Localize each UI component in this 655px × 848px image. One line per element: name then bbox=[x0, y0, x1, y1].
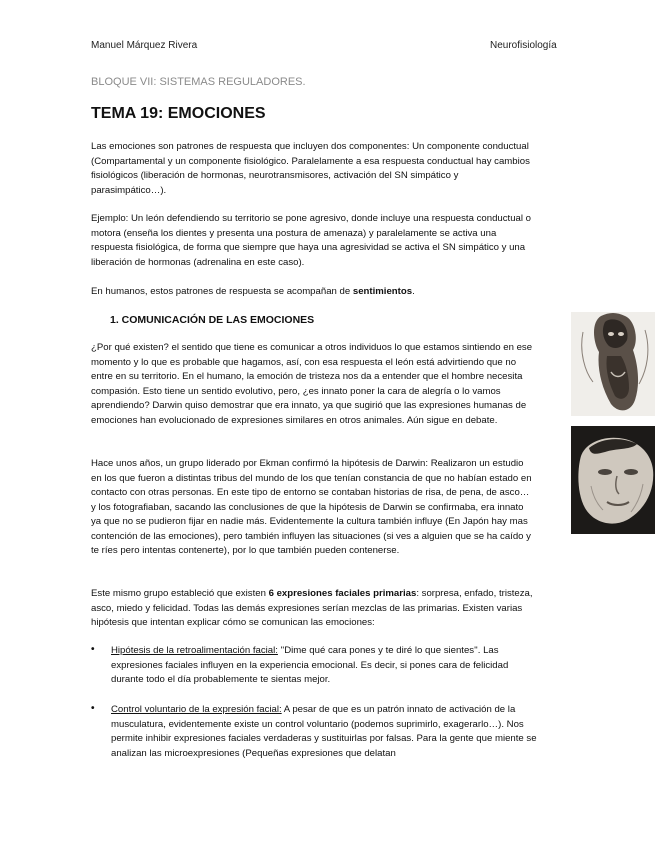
bullet-item bbox=[91, 703, 541, 763]
paragraph-example: Ejemplo: Un león defendiendo su territorio se pone agresivo, donde incluye una respuesta conductual o motora (enseña los dientes y presenta una postura de amenaza) y paralelamente se activa una respuesta fisiológica, de forma que siempre que haya una agresividad se activa el SN simpático y una liberación de hormonas (adrenalina en este caso). bbox=[91, 213, 532, 268]
page-title: TEMA 19: EMOCIONES bbox=[91, 105, 266, 122]
bullet-marker: • bbox=[91, 703, 95, 714]
section-heading: 1. COMUNICACIÓN DE LAS EMOCIONES bbox=[110, 314, 315, 326]
bullet-item bbox=[91, 644, 541, 689]
primary-bold: 6 expresiones faciales primarias bbox=[268, 588, 417, 599]
humans-text: En humanos, estos patrones de respuesta se acompañan de bbox=[91, 286, 353, 297]
primary-text: Este mismo grupo estableció que existen bbox=[91, 588, 269, 599]
bullet-term: Control voluntario de la expresión facial: bbox=[111, 704, 282, 715]
paragraph-why: ¿Por qué existen? el sentido que tiene es comunicar a otros individuos lo que estamos sintiendo en ese momento y lo que es probable que hagamos, así, con esa respuesta el león está advirtiendo que no entre en su territorio. En el humano, la emoción de tristeza nos da a entender que el hombre necesita compasión. Esto tiene un sentido evolutivo, pero, ¿es innato poner la cara de alegría o lo vamos aprendiendo? Darwin quiso demostrar que era innato, ya que sugirió que las expresiones humanas de emociones han evolucionado de expresiones similares en otros animales. Aún sigue en debate. bbox=[91, 342, 533, 426]
paragraph-humans bbox=[91, 285, 536, 300]
header-author: Manuel Márquez Rivera bbox=[91, 40, 198, 51]
primary-end: : sorpresa, enfado, tristeza, asco, miedo y felicidad. Todas las demás expresiones serían mezclas de las primarias. Existen varias hipótesis que intentan explicar cómo se comunican las emociones: bbox=[91, 588, 533, 628]
paragraph-intro: Las emociones son patrones de respuesta que incluyen dos componentes: Un componente conductual (Compartamental y un componente fisiológico. Paralelamente a esa respuesta conductual hay cambios fisiológicos (liberación de hormonas, neurotransmisores, activación del SN simpático y parasimpático…). bbox=[91, 141, 530, 196]
bullet-text bbox=[111, 703, 541, 761]
bullet-body: ''Dime qué cara pones y te diré lo que sientes''. Las expresiones faciales influyen en la experiencia emocional. Es decir, si pones cara de felicidad durante todo el día probablemente te sientas mejor. bbox=[111, 645, 509, 685]
humans-end: . bbox=[412, 286, 415, 297]
paragraph-primary-expressions bbox=[91, 587, 536, 631]
face-engraving-image bbox=[571, 426, 655, 534]
bullet-body: A pesar de que es un patrón innato de activación de la musculatura, evidentemente existe un control voluntario (podemos suprimirlo, exagerarlo…). Nos permite inhibir expresiones faciales verdaderas y sustituirlas por falsas. Para la gente que miente se analizan las microexpresiones (Pequeñas expresiones que delatan bbox=[111, 704, 537, 759]
face-engraving-drawing bbox=[571, 426, 655, 534]
bullet-term: Hipótesis de la retroalimentación facial: bbox=[111, 645, 278, 656]
bullet-marker: • bbox=[91, 644, 95, 655]
header-subject: Neurofisiología bbox=[490, 40, 557, 51]
block-title: BLOQUE VII: SISTEMAS REGULADORES. bbox=[91, 76, 306, 88]
bullet-text bbox=[111, 644, 541, 688]
paragraph-ekman: Hace unos años, un grupo liderado por Ekman confirmó la hipótesis de Darwin: Realizaron un estudio en los que fueron a distintas tribus del mundo de los que tenían constancia de que no habían estado en contacto con otras personas. En este tipo de entorno se contaban historias de risa, de pena, de asco… y los fotografiaban, sacando las conclusiones de que la hipótesis de Darwin se confirmaba, era innato ya que no se pudieron fijar en nadie más. Evidentemente la cultura también influye (En Japón hay mas contención de las emociones), pero también influyen las situaciones (si ves a alguien que se ha caído y te ríes pero intentas contenerte), por lo que también pueden contenerse. bbox=[91, 458, 532, 556]
humans-bold: sentimientos bbox=[352, 286, 413, 297]
monkey-engraving-drawing bbox=[571, 312, 655, 416]
monkey-engraving-image bbox=[571, 312, 655, 416]
